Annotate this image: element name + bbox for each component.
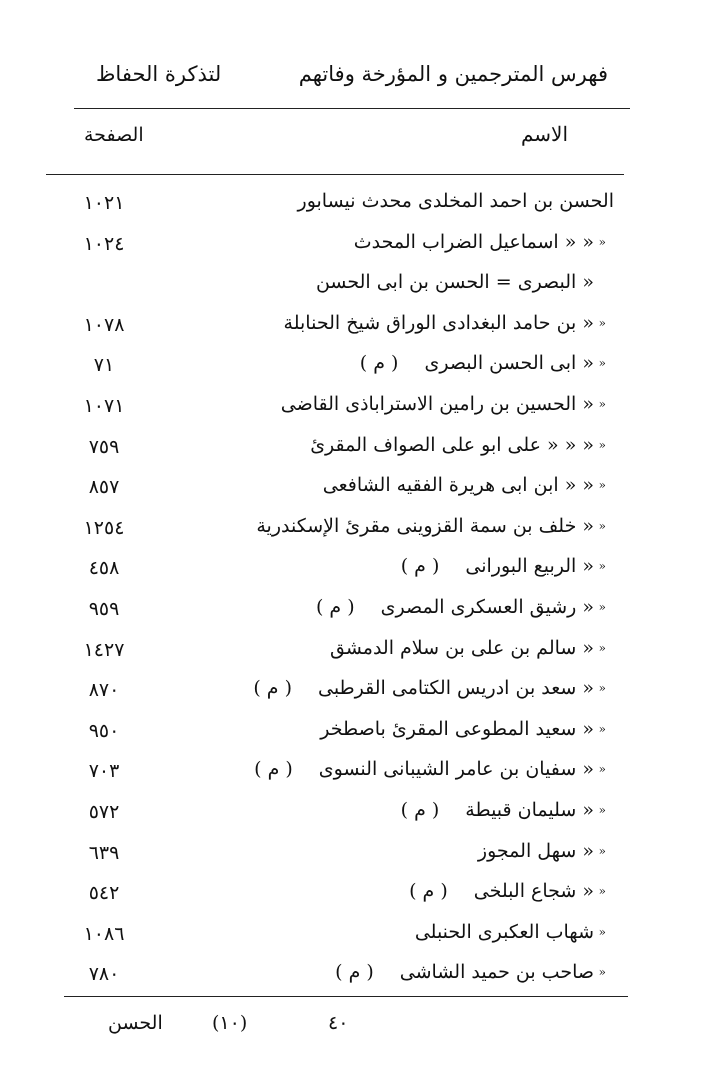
entry-ditto-mark: »	[598, 721, 606, 736]
index-entry	[0, 350, 726, 388]
entry-ditto-mark: »	[598, 478, 606, 493]
entry-ditto-mark: »	[598, 843, 606, 858]
entry-ditto-mark: »	[598, 681, 606, 696]
index-entry	[0, 675, 726, 713]
index-entry	[0, 919, 726, 957]
entry-page: ٥٤٢	[88, 882, 120, 905]
entry-death-tag: ( م )	[335, 961, 374, 984]
entry-name	[253, 677, 594, 699]
entry-name	[415, 921, 594, 943]
entry-name-text: شهاب العكبرى الحنبلى	[414, 920, 594, 943]
footer-word: الحسن	[108, 1012, 163, 1034]
entry-page: ٦٣٩	[88, 841, 120, 864]
footer-number: ٤٠	[328, 1012, 349, 1034]
entry-page: ٧٠٣	[88, 760, 120, 783]
entry-ditto-mark: »	[598, 884, 606, 899]
book-title: لتذكرة الحفاظ	[96, 62, 222, 86]
footer-rule	[64, 996, 628, 997]
entry-ditto-mark: »	[598, 356, 606, 371]
index-entry	[0, 797, 726, 835]
entry-name	[409, 880, 594, 902]
entry-name-text: « « ابن ابى هريرة الفقيه الشافعى	[322, 474, 594, 497]
index-entry	[0, 188, 726, 226]
entry-page: ٩٥٠	[88, 719, 120, 742]
entry-ditto-mark: »	[598, 965, 606, 980]
entry-death-tag: ( م )	[400, 555, 440, 578]
entry-name	[354, 231, 594, 253]
entry-name	[401, 555, 594, 577]
entry-name-text: الحسن بن احمد المخلدى محدث نيسابور	[297, 190, 614, 212]
entry-ditto-mark: »	[598, 397, 606, 411]
entry-name	[254, 758, 594, 780]
entry-name-text: « « « على ابو على الصواف المقرئ	[310, 433, 594, 456]
entry-ditto-mark: »	[598, 234, 606, 249]
entry-death-tag: ( م )	[400, 799, 440, 821]
entry-name	[335, 961, 594, 983]
index-entry	[0, 391, 726, 429]
entry-name-text: « خلف بن سمة القزوينى مقرئ الإسكندرية	[256, 514, 594, 537]
entry-ditto-mark: »	[598, 600, 606, 614]
entry-name	[320, 718, 594, 740]
entry-ditto-mark: »	[598, 803, 606, 817]
entry-ditto-mark: »	[598, 559, 606, 574]
entry-death-tag: ( م )	[253, 677, 292, 700]
entry-ditto-mark: »	[598, 924, 606, 939]
index-entry	[0, 878, 726, 916]
column-header-page: الصفحة	[84, 124, 144, 146]
index-entry	[0, 229, 726, 267]
index-entry	[0, 756, 726, 794]
running-title: فهرس المترجمين و المؤرخة وفاتهم	[298, 62, 608, 86]
entry-page: ٩٥٩	[88, 598, 120, 620]
entry-ditto-mark: »	[598, 762, 606, 777]
entry-page: ٨٥٧	[88, 476, 120, 499]
entry-page: ٨٧٠	[88, 679, 120, 702]
index-entry	[0, 472, 726, 510]
entry-page: ٧٥٩	[88, 435, 120, 458]
entry-page: ٧٨٠	[88, 963, 120, 986]
entry-name-text: « الربيع البورانى	[465, 555, 594, 578]
index-entry	[0, 716, 726, 754]
index-entry	[0, 553, 726, 591]
entry-name	[360, 352, 594, 374]
entry-death-tag: ( م )	[254, 758, 293, 781]
footer-volume: (١٠)	[212, 1012, 248, 1034]
entry-name-text: « سعد بن ادريس الكتامى القرطبى	[317, 677, 594, 700]
entry-name-text: « رشيق العسكرى المصرى	[380, 596, 594, 618]
index-entry	[0, 635, 726, 673]
entry-ditto-mark: »	[598, 315, 606, 330]
column-header-name: الاسم	[520, 122, 568, 146]
entry-name	[310, 434, 594, 456]
entry-name	[316, 596, 594, 618]
entry-ditto-mark: »	[598, 640, 606, 655]
index-entry	[0, 959, 726, 997]
entry-page: ١٤٢٧	[83, 638, 125, 661]
entry-name-text: « الحسين بن رامين الاستراباذى القاضى	[280, 393, 594, 415]
entry-name-text: صاحب بن حميد الشاشى	[399, 961, 594, 984]
entry-name-text: « شجاع البلخى	[473, 880, 594, 903]
entry-name-text: « سليمان قبيطة	[465, 799, 594, 821]
entry-page: ١٠٧٨	[83, 313, 125, 336]
entry-name	[401, 799, 594, 821]
entry-name-text: « بن حامد البغدادى الوراق شيخ الحنابلة	[283, 311, 594, 334]
entry-death-tag: ( م )	[409, 880, 448, 903]
entry-name-text: « سفيان بن عامر الشيبانى النسوى	[318, 758, 594, 781]
index-entry	[0, 269, 726, 307]
entry-name-text: « البصرى = الحسن بن ابى الحسن	[315, 271, 594, 294]
entry-ditto-mark: »	[598, 518, 606, 533]
column-rule	[46, 174, 624, 175]
entry-name	[316, 271, 594, 293]
entry-name	[298, 190, 614, 212]
entry-page: ٧١	[93, 354, 115, 377]
entry-name	[284, 312, 594, 334]
entry-page: ١٠٢٤	[83, 232, 125, 255]
index-entry	[0, 310, 726, 348]
entry-page: ١٠٢١	[83, 192, 125, 214]
entry-ditto-mark: »	[598, 437, 606, 452]
index-entry	[0, 838, 726, 876]
entry-name-text: « سالم بن على بن سلام الدمشق	[329, 636, 594, 659]
index-entry	[0, 513, 726, 551]
entry-name	[256, 515, 594, 537]
entry-name	[478, 840, 594, 862]
index-entry	[0, 594, 726, 632]
entry-page: ٥٧٢	[88, 801, 120, 823]
entry-name-text: « سعيد المطوعى المقرئ باصطخر	[320, 717, 594, 740]
entry-name-text: « سهل المجوز	[477, 839, 594, 862]
entry-name	[323, 474, 594, 496]
entry-page: ١٠٧١	[83, 395, 125, 417]
entry-page: ١٢٥٤	[83, 516, 125, 539]
entry-name-text: « « اسماعيل الضراب المحدث	[353, 230, 594, 253]
entry-name-text: « ابى الحسن البصرى	[424, 352, 594, 375]
entry-page: ٤٥٨	[88, 557, 120, 580]
entry-name	[330, 637, 594, 659]
entry-death-tag: ( م )	[359, 352, 399, 375]
entry-page: ١٠٨٦	[83, 922, 125, 945]
index-entry	[0, 432, 726, 470]
entry-death-tag: ( م )	[315, 596, 355, 618]
entry-name	[281, 393, 594, 415]
header-rule	[74, 108, 630, 109]
